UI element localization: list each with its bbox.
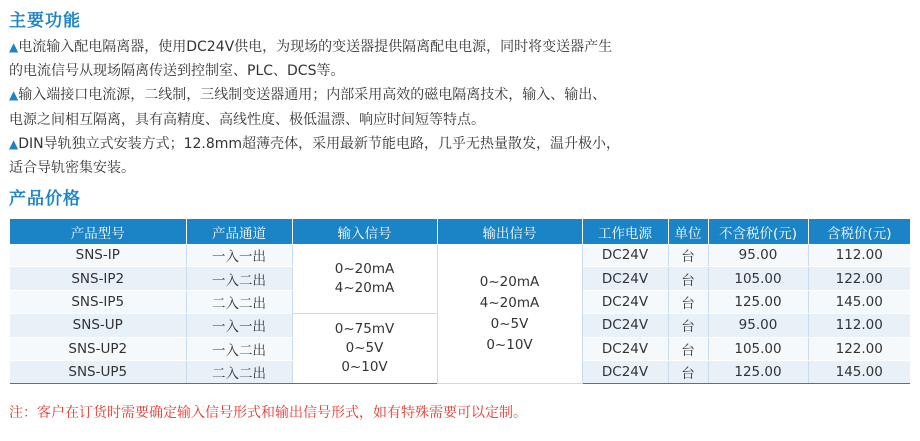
- table-row: [10, 244, 910, 267]
- header-price-incl-tax: 含税价(元): [808, 219, 910, 244]
- header-input: 输入信号: [292, 219, 437, 244]
- output-signal-value: 0~10V: [486, 336, 533, 353]
- channel-cell: 二入二出: [186, 360, 292, 383]
- unit-cell: 台: [668, 314, 708, 337]
- channel-cell: 一入一出: [186, 314, 292, 337]
- output-signal-value: 0~20mA: [479, 273, 540, 290]
- unit-cell: 台: [668, 337, 708, 360]
- unit-cell: 台: [668, 267, 708, 290]
- header-model: 产品型号: [10, 219, 186, 244]
- channel-cell: 一入二出: [186, 337, 292, 360]
- input-signal-value: 4~20mA: [334, 279, 395, 296]
- features-heading: 主要功能: [9, 11, 81, 31]
- power-cell: DC24V: [582, 337, 668, 360]
- input-signal-cell: [292, 244, 437, 314]
- channel-cell: 一入二出: [186, 267, 292, 290]
- price-ex-tax-cell: 95.00: [708, 244, 808, 267]
- triangle-bullet-icon: ▲: [9, 136, 19, 151]
- model-cell: SNS-IP2: [10, 267, 186, 290]
- power-cell: DC24V: [582, 290, 668, 313]
- header-channel: 产品通道: [186, 219, 292, 244]
- model-cell: SNS-UP2: [10, 337, 186, 360]
- feature-line: 电源之间相互隔离，具有高精度、高线性度、极低温漂、响应时间短等特点。: [9, 111, 485, 128]
- power-cell: DC24V: [582, 360, 668, 383]
- output-signal-value: 0~5V: [490, 315, 529, 332]
- price-ex-tax-cell: 105.00: [708, 337, 808, 360]
- input-signal-value: 0~10V: [341, 359, 388, 376]
- feature-line: ▲电流输入配电隔离器，使用DC24V供电，为现场的变送器提供隔离配电电源，同时将变送器产生: [9, 39, 613, 55]
- order-note: 注：客户在订货时需要确定输入信号形式和输出信号形式，如有特殊需要可以定制。: [9, 405, 527, 421]
- power-cell: DC24V: [582, 314, 668, 337]
- table-header-row: [10, 219, 910, 244]
- header-price-ex-tax: 不含税价(元): [708, 219, 808, 244]
- model-cell: SNS-IP: [10, 244, 186, 267]
- header-power: 工作电源: [582, 219, 668, 244]
- price-incl-tax-cell: 145.00: [808, 290, 910, 313]
- channel-cell: 一入一出: [186, 244, 292, 267]
- header-output: 输出信号: [437, 219, 582, 244]
- model-cell: SNS-IP5: [10, 290, 186, 313]
- price-ex-tax-cell: 105.00: [708, 267, 808, 290]
- channel-cell: 二入二出: [186, 290, 292, 313]
- triangle-bullet-icon: ▲: [9, 40, 19, 54]
- triangle-bullet-icon: ▲: [9, 88, 19, 103]
- output-signal-value: 4~20mA: [479, 294, 540, 311]
- unit-cell: 台: [668, 244, 708, 267]
- price-incl-tax-cell: 122.00: [808, 337, 910, 360]
- feature-line: 适合导轨密集安装。: [9, 160, 135, 177]
- price-incl-tax-cell: 112.00: [808, 244, 910, 267]
- price-incl-tax-cell: 122.00: [808, 267, 910, 290]
- price-ex-tax-cell: 125.00: [708, 360, 808, 383]
- input-signal-value: 0~20mA: [334, 260, 395, 277]
- unit-cell: 台: [668, 290, 708, 313]
- price-incl-tax-cell: 112.00: [808, 314, 910, 337]
- features-paragraph: [9, 35, 669, 180]
- input-signal-value: 0~5V: [345, 340, 384, 357]
- unit-cell: 台: [668, 360, 708, 383]
- model-cell: SNS-UP5: [10, 360, 186, 383]
- output-signal-cell: [437, 244, 582, 384]
- model-cell: SNS-UP: [10, 314, 186, 337]
- price-ex-tax-cell: 95.00: [708, 314, 808, 337]
- price-heading: 产品价格: [9, 189, 81, 209]
- feature-line: ▲DIN导轨独立式安装方式；12.8mm超薄壳体，采用最新节能电路，几乎无热量散发，温升极小，: [9, 135, 621, 152]
- input-signal-value: 0~75mV: [334, 321, 395, 338]
- header-unit: 单位: [668, 219, 708, 244]
- power-cell: DC24V: [582, 267, 668, 290]
- price-table: [10, 219, 910, 384]
- input-signal-cell: [292, 314, 437, 384]
- feature-line: ▲输入端接口电流源，二线制，三线制变送器通用；内部采用高效的磁电隔离技术，输入、输出、: [9, 87, 607, 104]
- power-cell: DC24V: [582, 244, 668, 267]
- price-incl-tax-cell: 145.00: [808, 360, 910, 383]
- feature-line: 的电流信号从现场隔离传送到控制室、PLC、DCS等。: [9, 63, 345, 80]
- price-ex-tax-cell: 125.00: [708, 290, 808, 313]
